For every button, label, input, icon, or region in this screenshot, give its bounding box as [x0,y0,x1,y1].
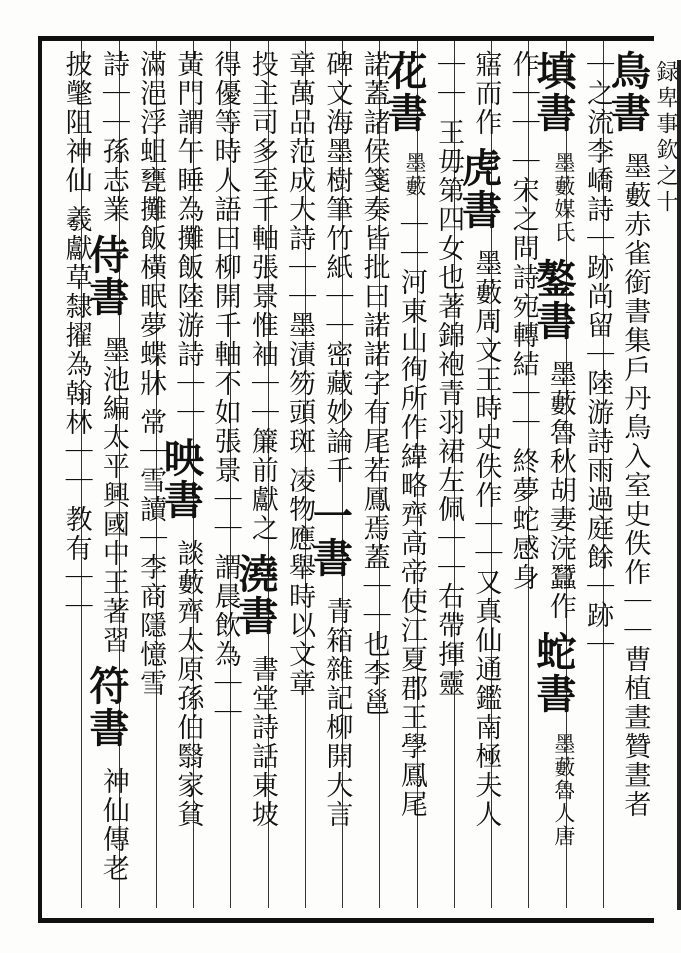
body-text: ｜之流李嶠詩｜跡尚留｜陸游詩雨過庭餘｜跡｜ [582,50,614,659]
entry-heading: 鳥書 [604,50,652,134]
body-text: 黃門謂午睡為攤飯陸游詩｜｜ [172,50,204,427]
body-text: 教有｜｜ [60,505,92,621]
body-text: 終夢蛇感身 [507,447,539,592]
entry-heading: 映書 [157,437,205,521]
entry-heading: 填書 [529,50,577,134]
body-text: 神仙傳老 [97,767,129,883]
margin-header [650,60,680,420]
body-text: 碑文海墨樹筆竹紙｜｜密藏妙論千 [321,50,353,485]
body-text: ｜｜河東山徇所作緯略齊高帝使江夏郡王學鳳尾 [395,210,427,819]
margin-header-text: 録卑事欽之十 [653,60,678,216]
body-text: ｜｜ [433,50,465,108]
entry-heading: 澆書 [231,553,279,637]
entry-heading: 虎書 [455,147,503,231]
body-text: 得優等時人語曰柳開千軸不如張景｜｜ [209,50,241,543]
body-text: 詩｜｜孫志業 [97,50,129,224]
entry-heading: 符書 [82,665,130,749]
body-text: 滿浥浮蛆甕攤飯橫眠夢蝶牀 [135,50,167,398]
entry-heading: 鏊書 [529,258,577,342]
body-text: 談藪齊太原孫伯翳家貧 [172,539,204,829]
body-text: 書堂詩話東坡 [246,655,278,829]
entry-heading: 蛇書 [529,631,577,715]
entry-heading: 一書 [306,495,354,579]
body-text: 作｜｜ [507,50,539,137]
source-note: 墨藪 [402,152,427,198]
body-text: 凌物應舉時以文章 [284,466,316,698]
body-text: 披氅阻神仙 [60,50,92,195]
body-text: 常｜雪讀｜李商隱憶雪 [135,408,167,698]
body-text: 墨藪赤雀銜書集戶丹鳥入室史佚作｜｜曹植晝贊晝者 [619,152,651,819]
body-text: 青箱雜記柳開大言 [321,597,353,829]
body-text: 王毋第四女也著錦袍青羽裙左佩｜｜右帶揮靈 [433,118,465,698]
source-note: 墨藪魯人唐 [551,733,576,848]
text-column [36,50,90,900]
body-text: 寤而作 [470,50,502,137]
body-text: 章萬品范成大詩｜｜墨漬笏頭斑 [284,50,316,456]
body-text: ｜宋之問詩宛轉結｜｜ [507,147,539,437]
source-note: 墨藪媒氏 [551,152,576,244]
body-text: 投主司多至千軸張景惟袖｜｜簾前獻之 [246,50,278,543]
entry-heading: 花書 [380,50,428,134]
body-text: 墨池編太平興國中王著習 [97,336,129,655]
body-text: 墨藪魯秋胡妻浣蠶作 [544,360,576,621]
entry-heading: 侍書 [82,234,130,318]
body-text: 謂晨飲為｜｜ [209,553,241,727]
body-text: 諾蓋諸侯箋奏皆批曰諾諾字有尾若鳳焉蓋｜｜也李邕 [358,50,390,717]
body-text: 羲獻草隸擢為翰林｜｜ [60,205,92,495]
body-text: 墨藪周文王時史佚作｜｜又真仙通鑑南極夫人 [470,249,502,829]
